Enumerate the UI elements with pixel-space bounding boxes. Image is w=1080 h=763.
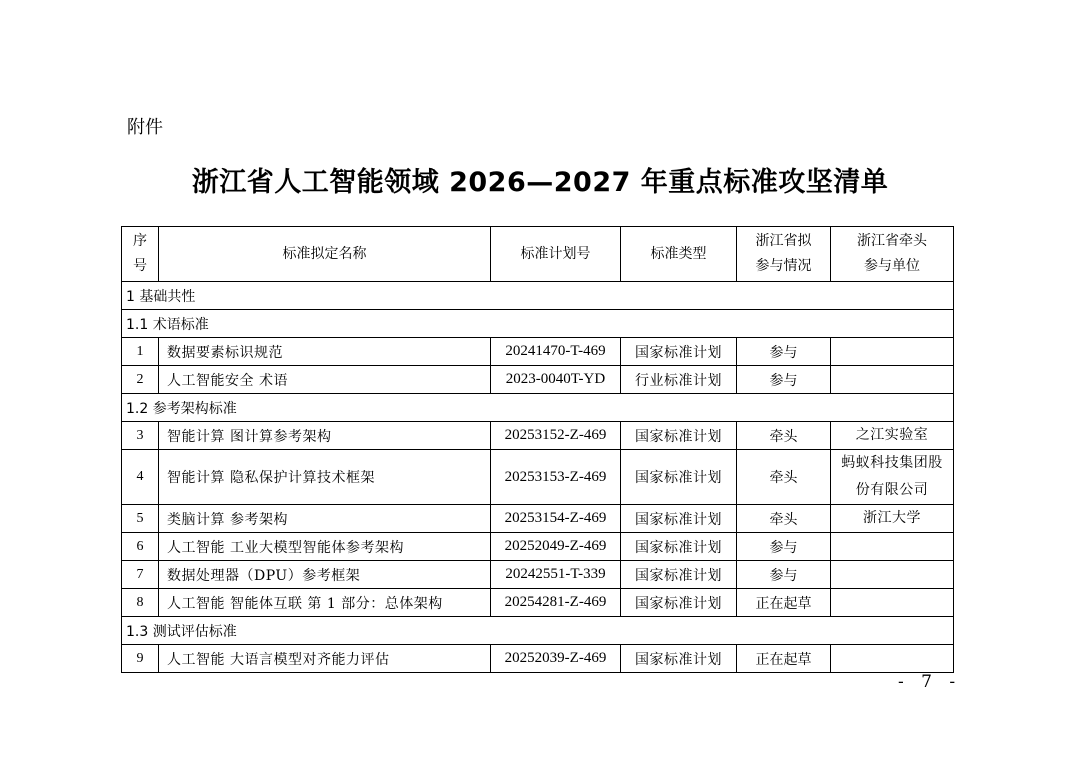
section-row	[122, 310, 954, 338]
cell-participation: 牵头	[737, 505, 831, 533]
cell-name: 类脑计算 参考架构	[159, 505, 491, 533]
cell-type: 行业标准计划	[621, 366, 737, 394]
header-plan-no: 标准计划号	[491, 227, 621, 282]
header-participation: 浙江省拟 参与情况	[737, 227, 831, 282]
cell-participation: 参与	[737, 338, 831, 366]
cell-name: 数据处理器（DPU）参考框架	[159, 561, 491, 589]
document-title: 浙江省人工智能领域 2026—2027 年重点标准攻坚清单	[191, 167, 889, 198]
table-row	[122, 589, 954, 617]
cell-no: 9	[122, 645, 159, 673]
cell-participation: 参与	[737, 533, 831, 561]
attachment-label: 附件	[127, 117, 163, 138]
standards-table	[121, 226, 954, 673]
cell-type: 国家标准计划	[621, 589, 737, 617]
cell-type: 国家标准计划	[621, 533, 737, 561]
cell-type: 国家标准计划	[621, 561, 737, 589]
cell-unit: 蚂蚁科技集团股 份有限公司	[831, 450, 954, 505]
cell-unit	[831, 533, 954, 561]
cell-participation: 牵头	[737, 450, 831, 505]
header-no: 序 号	[122, 227, 159, 282]
header-name: 标准拟定名称	[159, 227, 491, 282]
cell-unit	[831, 561, 954, 589]
cell-type: 国家标准计划	[621, 338, 737, 366]
cell-participation: 正在起草	[737, 589, 831, 617]
cell-name: 智能计算 隐私保护计算技术框架	[159, 450, 491, 505]
section-row	[122, 617, 954, 645]
table-row	[122, 422, 954, 450]
cell-name: 人工智能 工业大模型智能体参考架构	[159, 533, 491, 561]
header-type: 标准类型	[621, 227, 737, 282]
table-row	[122, 561, 954, 589]
cell-unit	[831, 366, 954, 394]
cell-plan-no: 20254281-Z-469	[491, 589, 621, 617]
header-unit: 浙江省牵头 参与单位	[831, 227, 954, 282]
cell-name: 人工智能 智能体互联 第 1 部分：总体架构	[159, 589, 491, 617]
cell-no: 2	[122, 366, 159, 394]
cell-no: 5	[122, 505, 159, 533]
cell-type: 国家标准计划	[621, 505, 737, 533]
cell-participation: 参与	[737, 366, 831, 394]
table-row	[122, 645, 954, 673]
table-header-row	[122, 227, 954, 282]
cell-plan-no: 20242551-T-339	[491, 561, 621, 589]
cell-participation: 牵头	[737, 422, 831, 450]
cell-unit	[831, 338, 954, 366]
cell-type: 国家标准计划	[621, 645, 737, 673]
cell-no: 1	[122, 338, 159, 366]
cell-unit: 之江实验室	[831, 422, 954, 450]
cell-unit	[831, 589, 954, 617]
cell-name: 智能计算 图计算参考架构	[159, 422, 491, 450]
cell-type: 国家标准计划	[621, 450, 737, 505]
cell-name: 人工智能安全 术语	[159, 366, 491, 394]
table-row	[122, 450, 954, 505]
cell-plan-no: 20241470-T-469	[491, 338, 621, 366]
cell-plan-no: 2023-0040T-YD	[491, 366, 621, 394]
cell-plan-no: 20253153-Z-469	[491, 450, 621, 505]
cell-no: 8	[122, 589, 159, 617]
cell-participation: 正在起草	[737, 645, 831, 673]
cell-no: 3	[122, 422, 159, 450]
table-row	[122, 533, 954, 561]
cell-name: 人工智能 大语言模型对齐能力评估	[159, 645, 491, 673]
table-row	[122, 366, 954, 394]
cell-unit	[831, 645, 954, 673]
table-row	[122, 338, 954, 366]
page-number: - 7 -	[898, 672, 962, 692]
section-label: 1.1 术语标准	[122, 310, 954, 338]
section-row	[122, 394, 954, 422]
cell-plan-no: 20253152-Z-469	[491, 422, 621, 450]
section-label: 1.2 参考架构标准	[122, 394, 954, 422]
cell-unit: 浙江大学	[831, 505, 954, 533]
cell-plan-no: 20252049-Z-469	[491, 533, 621, 561]
cell-no: 6	[122, 533, 159, 561]
cell-participation: 参与	[737, 561, 831, 589]
cell-plan-no: 20253154-Z-469	[491, 505, 621, 533]
section-row	[122, 282, 954, 310]
cell-no: 7	[122, 561, 159, 589]
cell-plan-no: 20252039-Z-469	[491, 645, 621, 673]
table-row	[122, 505, 954, 533]
section-label: 1 基础共性	[122, 282, 954, 310]
cell-no: 4	[122, 450, 159, 505]
cell-name: 数据要素标识规范	[159, 338, 491, 366]
section-label: 1.3 测试评估标准	[122, 617, 954, 645]
cell-type: 国家标准计划	[621, 422, 737, 450]
